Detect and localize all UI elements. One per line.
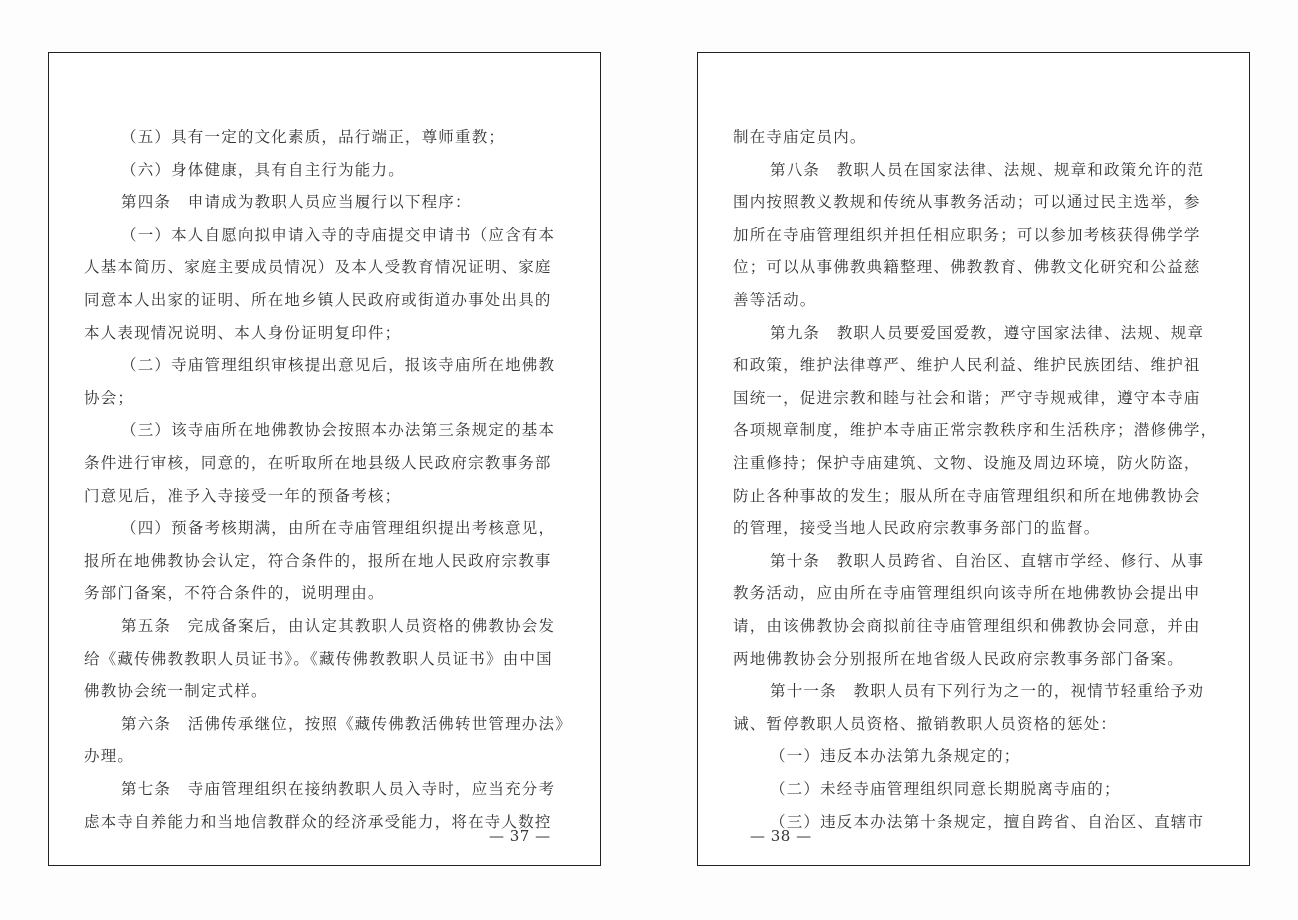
text-line: 第五条 完成备案后，由认定其教职人员资格的佛教协会发 (121, 617, 556, 635)
text-line: 防止各种事故的发生；服从所在寺庙管理组织和所在地佛教协会 (733, 486, 1201, 505)
text-line: （二）未经寺庙管理组织同意长期脱离寺庙的； (770, 780, 1121, 798)
page-number: — 38 — (750, 827, 812, 845)
text-line: （三）该寺庙所在地佛教协会按照本办法第三条规定的基本 (121, 421, 556, 440)
text-line: 和政策，维护法律尊严、维护人民利益、维护民族团结、维护祖 (733, 356, 1201, 375)
text-line: 人基本简历、家庭主要成员情况）及本人受教育情况证明、家庭 (84, 258, 552, 277)
text-line: 两地佛教协会分别报所在地省级人民政府宗教事务部门备案。 (733, 649, 1184, 668)
page-37 (48, 52, 601, 866)
text-line: 各项规章制度，维护本寺庙正常宗教秩序和生活秩序；潜修佛学， (733, 421, 1218, 440)
text-line: （一）本人自愿向拟申请入寺的寺庙提交申请书（应含有本 (121, 225, 556, 244)
text-line: 给《藏传佛教教职人员证书》。《藏传佛教教职人员证书》由中国 (84, 649, 553, 668)
text-line: （一）违反本办法第九条规定的； (770, 747, 1021, 766)
text-line: （二）寺庙管理组织审核提出意见后，报该寺庙所在地佛教 (121, 356, 556, 375)
page-38 (697, 52, 1250, 866)
text-line: 国统一，促进宗教和睦与社会和谐；严守寺规戒律，遵守本寺庙 (733, 388, 1201, 407)
text-line: 教务活动，应由所在寺庙管理组织向该寺所在地佛教协会提出申 (733, 584, 1201, 603)
text-line: 诫、暂停教职人员资格、撤销教职人员资格的惩处： (733, 714, 1118, 733)
text-line: 位；可以从事佛教典籍整理、佛教教育、佛教文化研究和公益慈 (733, 258, 1201, 277)
text-line: 善等活动。 (733, 291, 817, 309)
page-number: — 37 — (489, 827, 551, 845)
text-line: 本人表现情况说明、本人身份证明复印件； (84, 323, 402, 342)
text-line: 办理。 (84, 747, 135, 766)
text-line: 制在寺庙定员内。 (733, 128, 867, 146)
text-line: 虑本寺自养能力和当地信教群众的经济承受能力，将在寺人数控 (84, 812, 552, 831)
text-line: 第十一条 教职人员有下列行为之一的，视情节轻重给予劝 (770, 682, 1205, 701)
text-line: 门意见后，准予入寺接受一年的预备考核； (84, 486, 402, 505)
text-line: 注重修持；保护寺庙建筑、文物、设施及周边环境，防火防盗， (733, 454, 1201, 472)
text-line: 同意本人出家的证明、所在地乡镇人民政府或街道办事处出具的 (84, 291, 552, 309)
text-line: 围内按照教义教规和传统从事教务活动；可以通过民主选举，参 (733, 193, 1201, 212)
text-line: 协会； (84, 388, 135, 407)
text-line: 加所在寺庙管理组织并担任相应职务；可以参加考核获得佛学学 (733, 225, 1201, 244)
text-line: 佛教协会统一制定式样。 (84, 682, 268, 701)
text-line: 第十条 教职人员跨省、自治区、直辖市学经、修行、从事 (770, 551, 1205, 570)
text-line: 第六条 活佛传承继位，按照《藏传佛教活佛转世管理办法》 (121, 714, 572, 733)
text-line: 第八条 教职人员在国家法律、法规、规章和政策允许的范 (770, 160, 1205, 179)
text-line: 请，由该佛教协会商拟前往寺庙管理组织和佛教协会同意，并由 (733, 617, 1201, 635)
text-line: 务部门备案，不符合条件的，说明理由。 (84, 584, 385, 603)
text-line: 第四条 申请成为教职人员应当履行以下程序： (121, 193, 472, 212)
text-line: 条件进行审核，同意的，在听取所在地县级人民政府宗教事务部 (84, 454, 552, 472)
text-line: 第九条 教职人员要爱国爱教，遵守国家法律、法规、规章 (770, 323, 1205, 342)
text-line: （四）预备考核期满，由所在寺庙管理组织提出考核意见， (121, 519, 556, 538)
text-line: （五）具有一定的文化素质，品行端正，尊师重教； (121, 128, 506, 146)
text-line: 第七条 寺庙管理组织在接纳教职人员入寺时，应当充分考 (121, 780, 556, 798)
text-line: 的管理，接受当地人民政府宗教事务部门的监督。 (733, 519, 1101, 538)
text-line: （三）违反本办法第十条规定，擅自跨省、自治区、直辖市 (770, 812, 1205, 831)
text-line: 报所在地佛教协会认定，符合条件的，报所在地人民政府宗教事 (84, 551, 552, 570)
text-line: （六）身体健康，具有自主行为能力。 (121, 160, 405, 179)
